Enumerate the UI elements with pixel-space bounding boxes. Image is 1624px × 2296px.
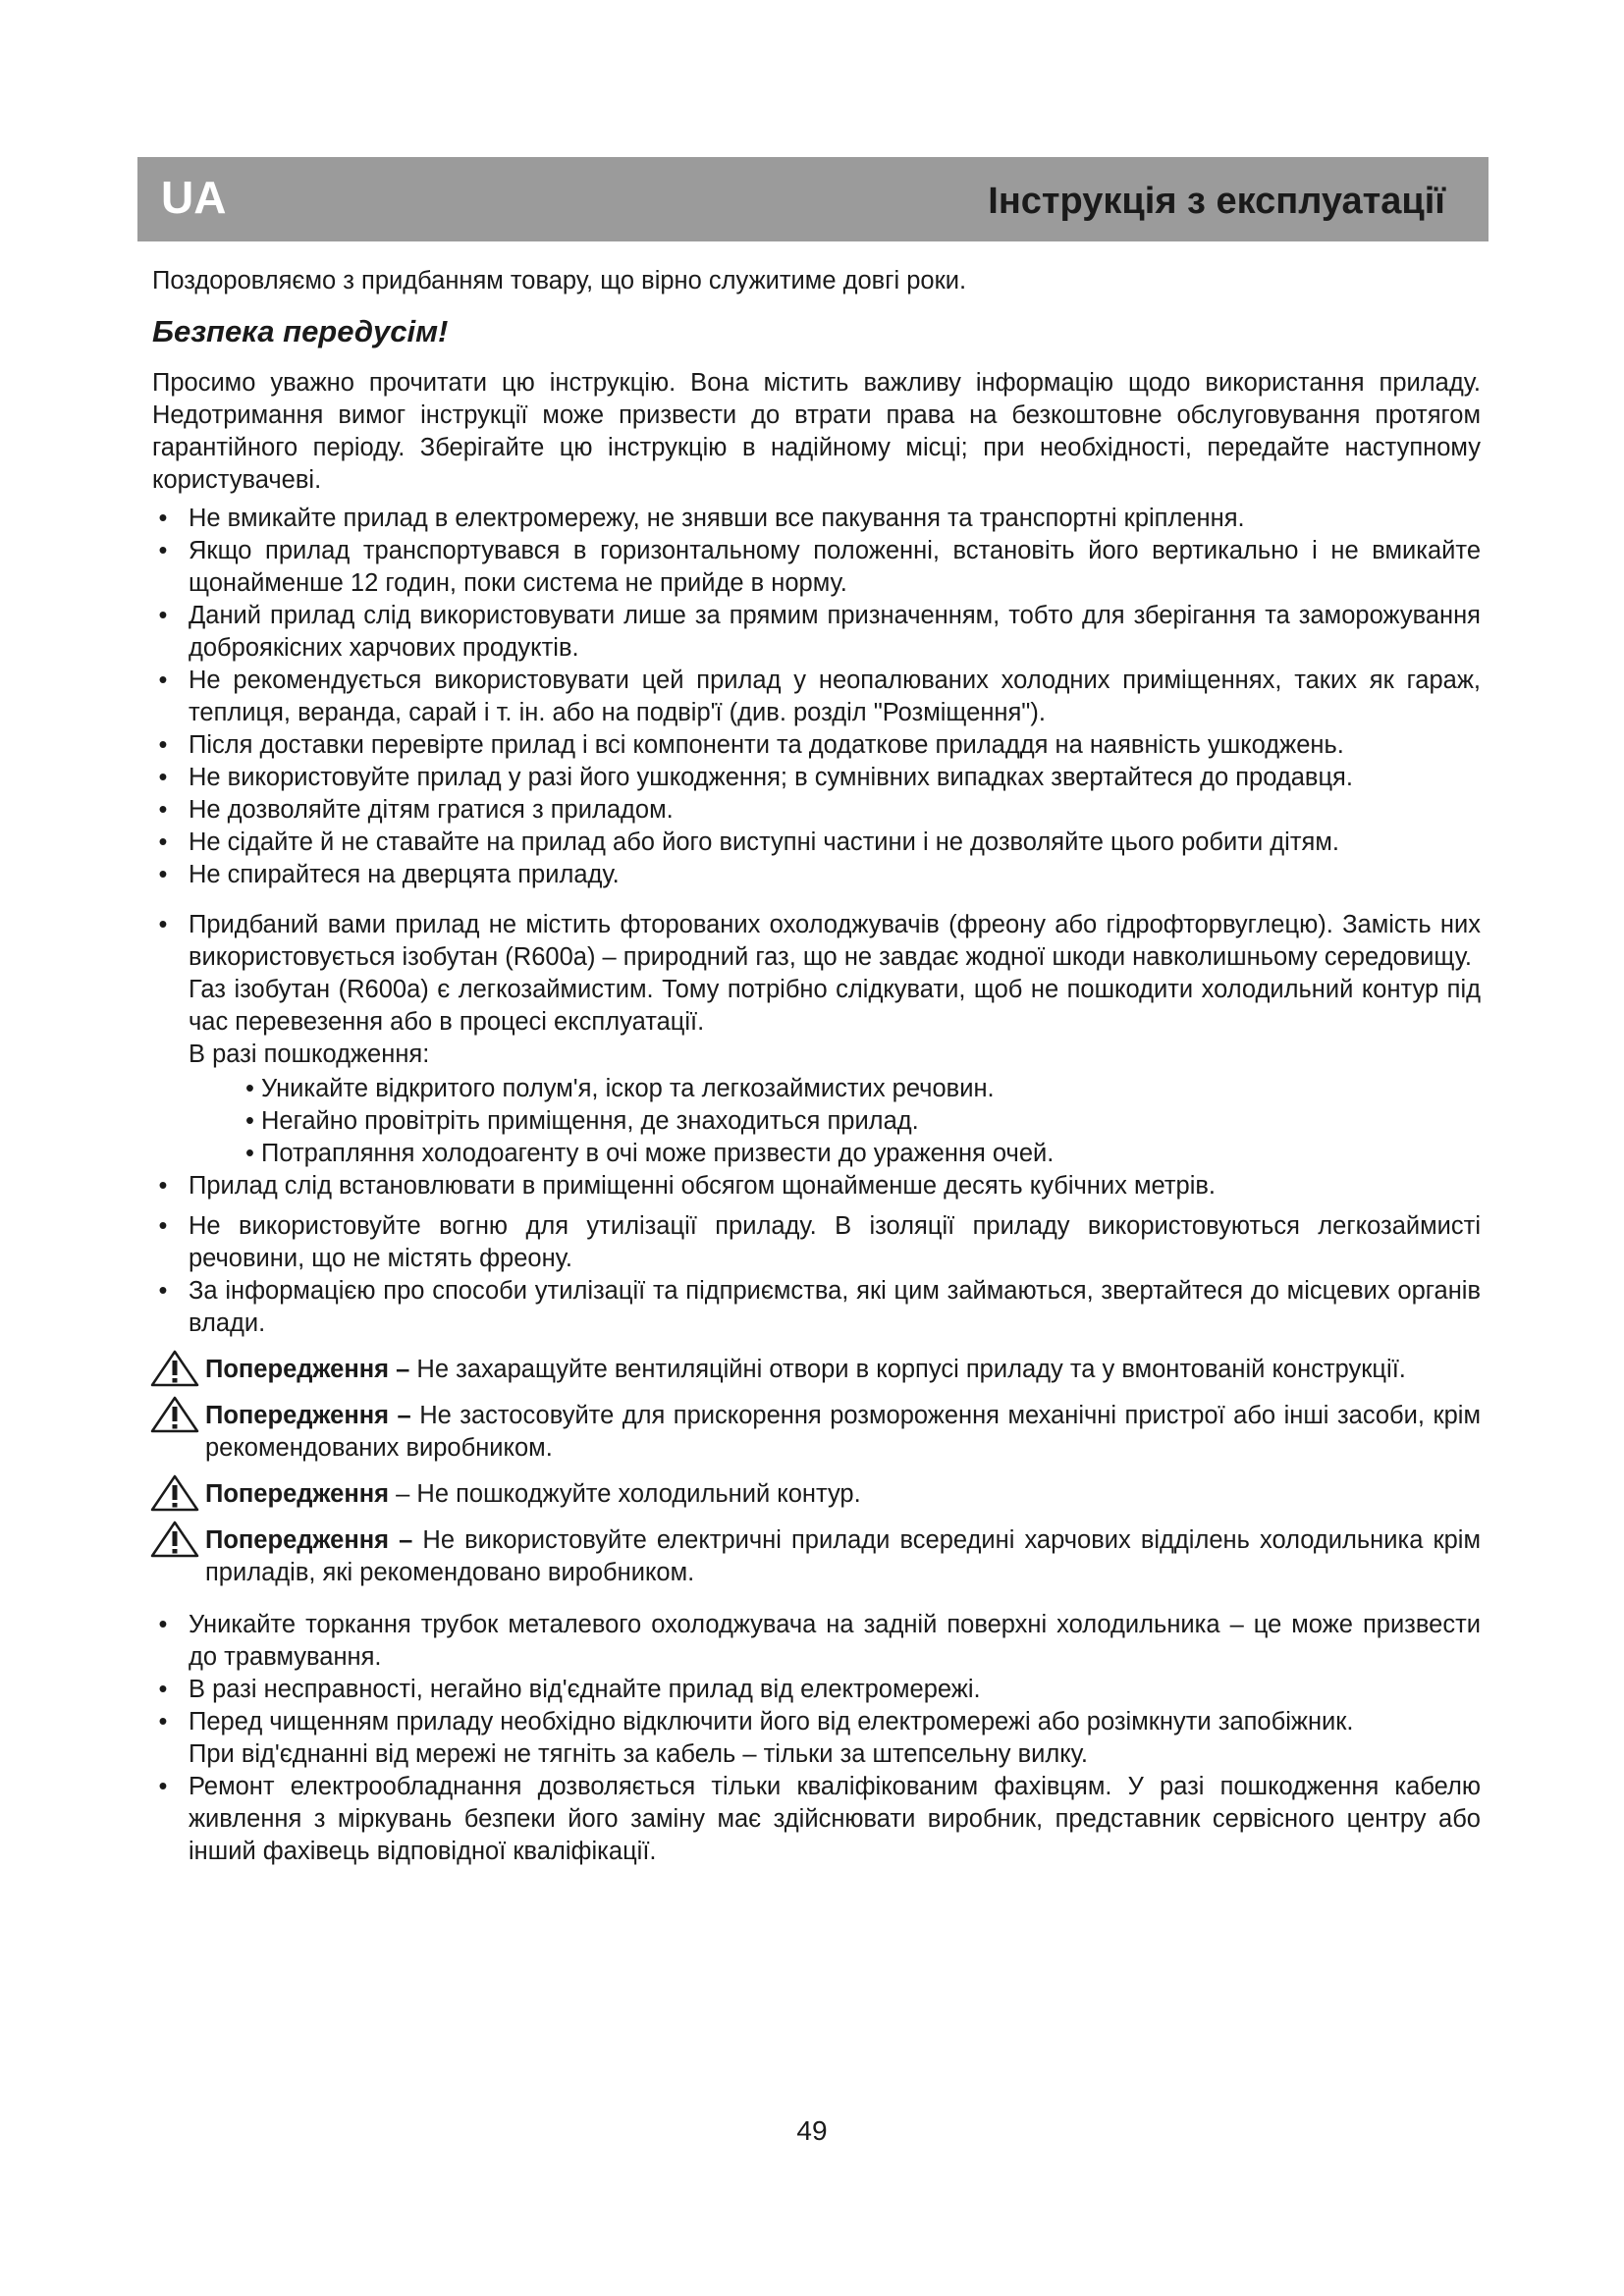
bullet-icon: • — [158, 667, 168, 694]
warning-text: Не використовуйте електричні прилади всередині харчових відділень холодильника крім приладів, які рекомендовано виробником. — [205, 1526, 1482, 1586]
list-item: • Уникайте торкання трубок металевого охолоджувача на задній поверхні холодильника – це може призвести до травмування. — [152, 1609, 1481, 1674]
damage-item: • Уникайте відкритого полум'я, іскор та легкозаймистих речовин. — [245, 1075, 995, 1102]
warning-block — [152, 1524, 1481, 1589]
bullet-icon: • — [158, 505, 168, 532]
bullet-icon: • — [158, 1611, 168, 1638]
bullet-icon: • — [158, 537, 168, 564]
bullet-icon: • — [158, 796, 168, 824]
bullet-icon: • — [158, 1212, 168, 1240]
bullet-icon: • — [158, 861, 168, 888]
list-item: • Прилад слід встановлювати в приміщенні обсягом щонайменше десять кубічних метрів. — [152, 1170, 1481, 1202]
bullet-icon: • — [158, 731, 168, 759]
list-item: • Після доставки перевірте прилад і всі компоненти та додаткове приладдя на наявність ушкоджень. — [152, 729, 1481, 762]
bullet-icon: • — [158, 1172, 168, 1200]
list-item: • Якщо прилад транспортувався в горизонтальному положенні, встановіть його вертикально і не вмикайте щонайменше 12 годин, поки система не прийде в норму. — [152, 535, 1481, 600]
bullet-icon: • — [158, 1676, 168, 1703]
list-item: • Ремонт електрообладнання дозволяється тільки кваліфікованим фахівцям. У разі пошкодження кабелю живлення з міркувань безпеки його заміну має здійснювати виробник, представник сервісного центру або інший фахівець відповідної кваліфікації. — [152, 1771, 1481, 1868]
warning-label: Попередження – — [205, 1526, 413, 1554]
header-bar — [137, 157, 1489, 241]
warning-label: Попередження – — [205, 1402, 411, 1429]
damage-label: В разі пошкодження: — [189, 1041, 430, 1068]
gas-warning-text: Газ ізобутан (R600a) є легкозаймистим. Тому потрібно слідкувати, щоб не пошкодити холодильний контур під час перевезення або в процесі експлуатації. — [189, 976, 1481, 1036]
list-item: • За інформацією про способи утилізації та підприємства, які цим займаються, звертайтеся до місцевих органів влади. — [152, 1275, 1481, 1340]
warning-block — [152, 1478, 1481, 1511]
bullet-icon: • — [158, 1277, 168, 1305]
bullet-icon: • — [158, 911, 168, 938]
list-item: • Не вмикайте прилад в електромережу, не знявши все пакування та транспортні кріплення. — [152, 503, 1481, 535]
bullet-icon: • — [158, 1773, 168, 1800]
list-item: • Не сідайте й не ставайте на прилад або його виступні частини і не дозволяйте цього робити дітям. — [152, 827, 1481, 859]
warning-label: Попередження — [205, 1480, 390, 1508]
list-item: • Не дозволяйте дітям гратися з приладом. — [152, 794, 1481, 827]
warning-label: Попередження – — [205, 1356, 410, 1383]
warning-icon — [150, 1474, 199, 1512]
section-title: Безпека передусім! — [152, 314, 449, 348]
warning-icon — [150, 1521, 199, 1558]
warning-text: – Не пошкоджуйте холодильний контур. — [389, 1480, 861, 1508]
warning-text: Не захаращуйте вентиляційні отвори в корпусі приладу та у вмонтованій конструкції. — [409, 1356, 1406, 1383]
list-item: • Перед чищенням приладу необхідно відключити його від електромережі або розімкнути запобіжник. — [152, 1706, 1481, 1738]
list-item: • В разі несправності, негайно від'єднайте прилад від електромережі. — [152, 1674, 1481, 1706]
warning-block — [152, 1354, 1481, 1386]
list-item: • Не використовуйте вогню для утилізації приладу. В ізоляції приладу використовуються легкозаймисті речовини, що не містять фреону. — [152, 1210, 1481, 1275]
warning-icon — [150, 1350, 199, 1387]
page-content — [152, 265, 1481, 1868]
list-item: • Не рекомендується використовувати цей прилад у неопалюваних холодних приміщеннях, таких як гараж, теплиця, веранда, сарай і т. ін. або на подвір'ї (див. розділ "Розміщення"). — [152, 665, 1481, 729]
warning-block — [152, 1400, 1481, 1465]
bullet-icon: • — [158, 764, 168, 791]
warning-text: Не застосовуйте для прискорення розмороження механічні пристрої або інші засоби, крім рекомендованих виробником. — [205, 1402, 1481, 1462]
list-item: • Даний прилад слід використовувати лише за прямим призначенням, тобто для зберігання та заморожування доброякісних харчових продуктів. — [152, 600, 1481, 665]
damage-item: • Негайно провітріть приміщення, де знаходиться прилад. — [245, 1107, 919, 1135]
list-item: • Не використовуйте прилад у разі його ушкодження; в сумнівних випадках звертайтеся до продавця. — [152, 762, 1481, 794]
safety-list-continued — [152, 1609, 1481, 1868]
bullet-icon: • — [158, 828, 168, 856]
cable-note: При від'єднанні від мережі не тягніть за кабель – тільки за штепсельну вилку. — [189, 1740, 1088, 1768]
intro-paragraph: Просимо уважно прочитати цю інструкцію. Вона містить важливу інформацію щодо використання приладу. Недотримання вимог інструкції може призвести до втрати права на безкоштовне обслуговування протягом гарантійного періоду. Зберігайте цю інструкцію в надійному місці; при необхідності, передайте наступному користувачеві. — [152, 369, 1481, 494]
page-number: 49 — [796, 2115, 828, 2146]
bullet-icon: • — [158, 602, 168, 629]
bullet-icon: • — [158, 1708, 168, 1735]
list-item: • Не спирайтеся на дверцята приладу. — [152, 859, 1481, 891]
manual-title: Інструкція з експлуатації — [988, 181, 1445, 222]
greeting-text: Поздоровляємо з придбанням товару, що вірно служитиме довгі роки. — [152, 267, 967, 294]
language-code: UA — [161, 172, 227, 223]
refrigerant-item: • Придбаний вами прилад не містить фторованих охолоджувачів (фреону або гідрофторвуглецю). Замість них використовується ізобутан (R600a) – природний газ, що не завдає жодної шкоди навколишньому середовищу. — [152, 909, 1481, 974]
safety-list — [152, 503, 1481, 1340]
warning-icon — [150, 1396, 199, 1433]
damage-item: • Потрапляння холодоагенту в очі може призвести до ураження очей. — [245, 1140, 1055, 1167]
